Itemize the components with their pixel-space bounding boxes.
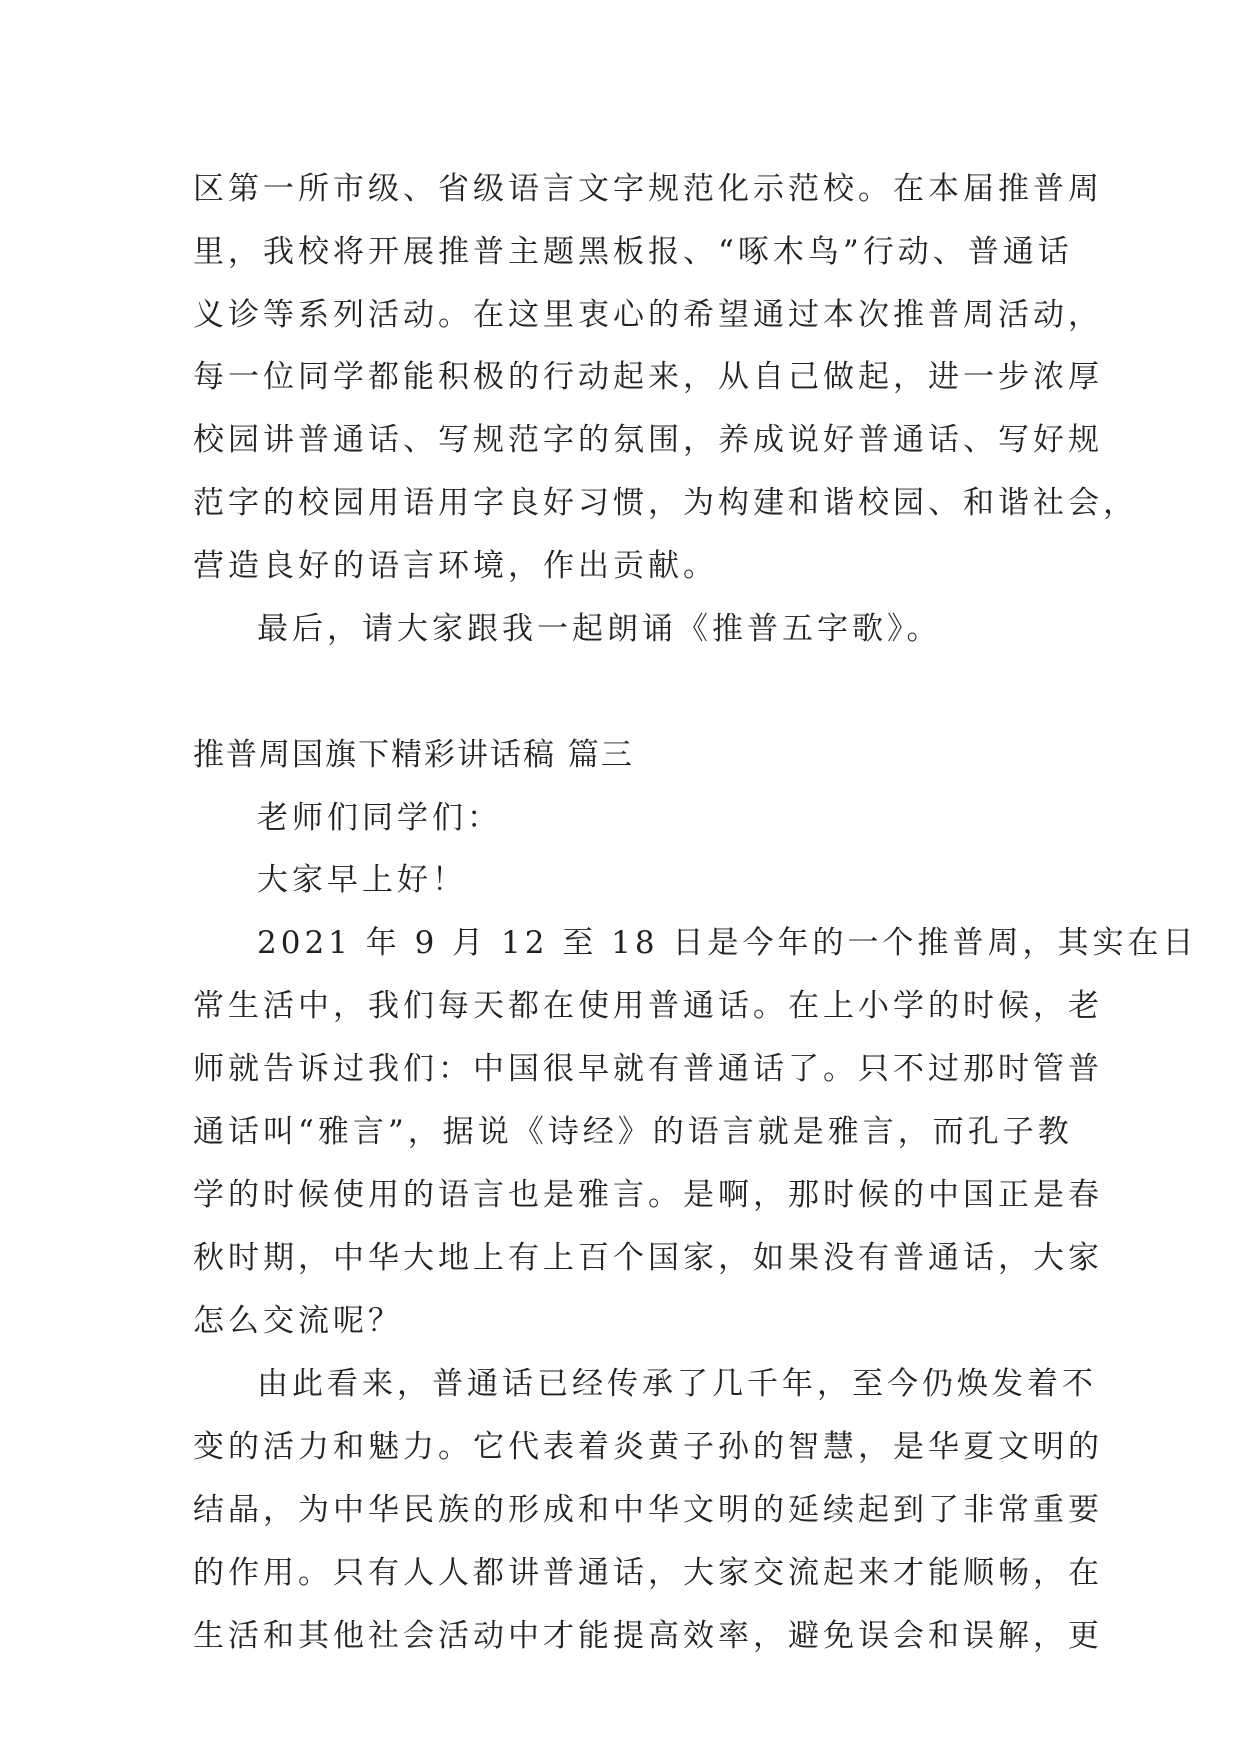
- paragraph-line: 秋时期，中华大地上有上百个国家，如果没有普通话，大家: [193, 1240, 1103, 1276]
- paragraph-line: 范字的校园用语用字良好习惯，为构建和谐校园、和谐社会，: [193, 485, 1138, 521]
- paragraph-line: 师就告诉过我们：中国很早就有普通话了。只不过那时管普: [193, 1051, 1103, 1087]
- closing-line: 最后，请大家跟我一起朗诵《推普五字歌》。: [257, 611, 942, 647]
- paragraph-line: 结晶，为中华民族的形成和中华文明的延续起到了非常重要: [193, 1492, 1103, 1528]
- paragraph-line: 由此看来，普通话已经传承了几千年，至今仍焕发着不: [257, 1366, 1097, 1402]
- paragraph-line: 2021 年 9 月 12 至 18 日是今年的一个推普周，其实在日: [257, 925, 1198, 961]
- paragraph-line: 每一位同学都能积极的行动起来，从自己做起，进一步浓厚: [193, 359, 1103, 395]
- greeting-line: 大家早上好！: [257, 862, 467, 898]
- paragraph-line: 生活和其他社会活动中才能提高效率，避免误会和误解，更: [193, 1618, 1103, 1654]
- paragraph-line: 怎么交流呢？: [193, 1303, 403, 1339]
- paragraph-line: 区第一所市级、省级语言文字规范化示范校。在本届推普周: [193, 171, 1103, 207]
- paragraph-line: 通话叫“雅言”，据说《诗经》的语言就是雅言，而孔子教: [193, 1114, 1073, 1150]
- paragraph-line: 的作用。只有人人都讲普通话，大家交流起来才能顺畅，在: [193, 1555, 1103, 1591]
- paragraph-line: 营造良好的语言环境，作出贡献。: [193, 548, 718, 584]
- paragraph-line: 校园讲普通话、写规范字的氛围，养成说好普通话、写好规: [193, 422, 1103, 458]
- section-heading: 推普周国旗下精彩讲话稿 篇三: [193, 737, 634, 773]
- paragraph-line: 学的时候使用的语言也是雅言。是啊，那时候的中国正是春: [193, 1177, 1103, 1213]
- paragraph-line: 常生活中，我们每天都在使用普通话。在上小学的时候，老: [193, 988, 1103, 1024]
- paragraph-line: 里，我校将开展推普主题黑板报、“啄木鸟”行动、普通话: [193, 234, 1073, 270]
- paragraph-line: 义诊等系列活动。在这里衷心的希望通过本次推普周活动，: [193, 297, 1103, 333]
- greeting-line: 老师们同学们：: [257, 800, 502, 836]
- paragraph-line: 变的活力和魅力。它代表着炎黄子孙的智慧，是华夏文明的: [193, 1429, 1103, 1465]
